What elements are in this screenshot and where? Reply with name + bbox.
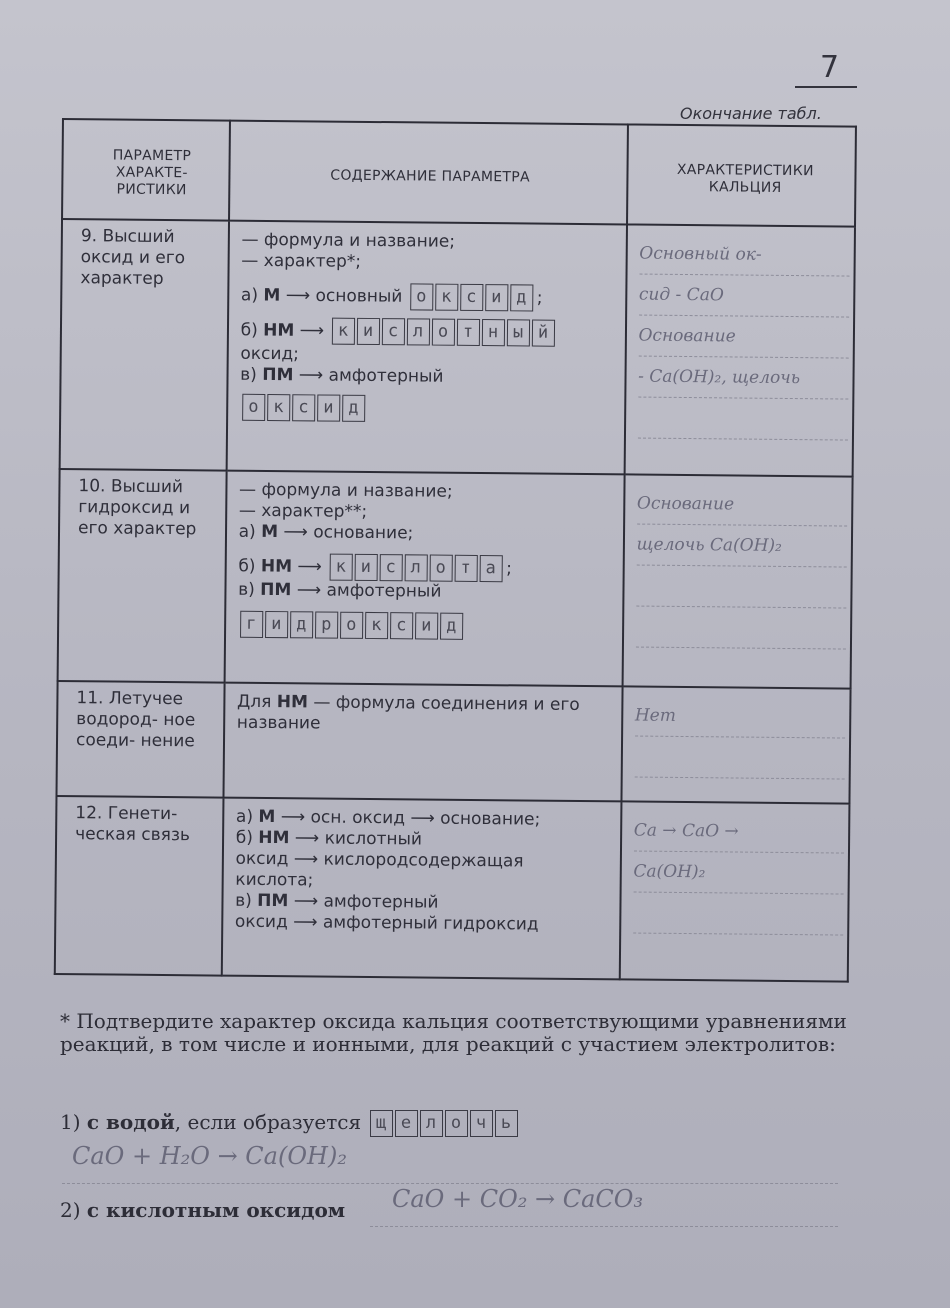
content-line: — формула и название; (239, 479, 453, 502)
letter-box[interactable]: а (479, 555, 502, 582)
letter-box[interactable]: к (329, 554, 352, 581)
letter-box[interactable]: т (454, 555, 477, 582)
question-1-bold: с водой (86, 1110, 175, 1134)
letter-box[interactable]: л (406, 318, 429, 345)
letter-box[interactable]: о (429, 555, 452, 582)
nonmetal-abbr: НМ (258, 827, 290, 849)
blank-answer-line (636, 566, 847, 609)
header-content: СОДЕРЖАНИЕ ПАРАМЕТРА (229, 121, 628, 225)
letter-box[interactable]: л (404, 554, 427, 581)
content-line-c: в) ПМ ⟶ амфотерный (235, 890, 439, 913)
page-number: 7 (820, 50, 840, 85)
letter-box[interactable]: с (381, 318, 404, 345)
transition-metal-abbr: ПМ (257, 890, 289, 912)
nonmetal-abbr: НМ (263, 320, 295, 341)
calcium-characteristics-table (54, 118, 857, 983)
content-line-c-boxes (240, 394, 616, 425)
blank-answer-line (633, 893, 844, 936)
content-line-a: а) М ⟶ осн. оксид ⟶ основание; (235, 806, 541, 830)
letter-box[interactable]: р (315, 611, 338, 638)
letter-box[interactable]: и (317, 394, 340, 421)
letter-box[interactable]: и (354, 554, 377, 581)
page-number-rule (795, 86, 857, 88)
content-line: кислота; (235, 869, 314, 891)
letter-box[interactable]: к (365, 612, 388, 639)
letter-box[interactable]: к (331, 318, 354, 345)
row-10-answer[interactable] (622, 474, 852, 688)
transition-metal-abbr: ПМ (262, 364, 294, 386)
handwritten-line: Ca(OH)₂ (633, 852, 844, 895)
nonmetal-abbr: НМ (276, 692, 309, 713)
content-line: оксид ⟶ кислородсодержащая (235, 848, 524, 872)
question-1: 1) с водой, если образуется щ е л о ч ь (60, 1110, 522, 1137)
content-line-a: а) М ⟶ основный о к с и д ; (241, 282, 617, 313)
content-line: — характер*; (241, 250, 362, 272)
letter-box[interactable]: с (292, 394, 315, 421)
content-line-c: в) ПМ ⟶ амфотерный (240, 364, 444, 387)
letter-box[interactable]: л (420, 1110, 443, 1137)
blank-answer-line (634, 737, 845, 780)
row-12-content (221, 798, 621, 980)
letter-box[interactable]: г (240, 611, 263, 638)
letter-box[interactable]: ч (470, 1110, 493, 1137)
letter-box[interactable]: к (435, 284, 458, 311)
header-calcium: ХАРАКТЕРИСТИКИ КАЛЬЦИЯ (627, 124, 856, 226)
answer-1: CaO + H₂O → Ca(OH)₂ (72, 1142, 347, 1170)
metal-abbr: М (261, 521, 279, 543)
transition-metal-abbr: ПМ (260, 579, 292, 601)
handwritten-line: Основание (637, 484, 848, 527)
letter-boxes[interactable] (242, 394, 367, 422)
content-line-b: б) НМ ⟶ к и с л о т а ; (238, 553, 614, 584)
letter-box[interactable]: к (267, 394, 290, 421)
row-11-answer[interactable] (621, 686, 850, 803)
letter-box[interactable]: о (431, 319, 454, 346)
table-row (58, 469, 853, 689)
content-line: — формула и название; (241, 229, 456, 252)
blank-answer-line (638, 398, 849, 441)
letter-box[interactable]: д (440, 613, 463, 640)
row-12-answer[interactable] (619, 801, 849, 981)
handwritten-line: Нет (635, 696, 846, 739)
header-parameter: ПАРАМЕТР ХАРАКТЕ- РИСТИКИ (62, 119, 230, 221)
table-continuation-caption: Окончание табл. (680, 104, 822, 123)
answer-line-2[interactable] (370, 1226, 838, 1227)
row-11-parameter: 11. Летучее водород- ное соеди- нение (56, 681, 224, 798)
content-line: оксид; (240, 343, 300, 365)
nonmetal-abbr: НМ (260, 556, 293, 577)
letter-box[interactable]: е (395, 1110, 418, 1137)
row-9-parameter: 9. Высший оксид и его характер (60, 219, 229, 471)
table-row (60, 219, 855, 477)
answer-2: CaO + CO₂ → CaCO₃ (392, 1185, 644, 1213)
answer-line-1[interactable] (62, 1183, 838, 1184)
letter-box[interactable]: и (265, 611, 288, 638)
letter-box[interactable]: й (531, 320, 554, 347)
content-line: оксид ⟶ амфотерный гидроксид (234, 911, 539, 935)
letter-box[interactable]: с (390, 612, 413, 639)
letter-box[interactable]: о (340, 612, 363, 639)
letter-box[interactable]: ь (495, 1110, 518, 1137)
content-line-c: в) ПМ ⟶ амфотерный (238, 579, 442, 602)
letter-box[interactable]: д (510, 284, 533, 311)
letter-box[interactable]: ы (506, 319, 529, 346)
handwritten-line: Ca → CaO → (634, 811, 845, 854)
handwritten-line: щелочь Ca(OH)₂ (636, 525, 847, 568)
letter-boxes[interactable] (370, 1110, 520, 1137)
handwritten-line: - Ca(OH)₂, щелочь (638, 357, 849, 400)
content-line-b: б) НМ ⟶ к и с л о т н ы й (240, 317, 616, 348)
question-2: 2) с кислотным оксидом (60, 1198, 346, 1222)
letter-boxes[interactable] (331, 318, 556, 347)
table-header-row (62, 119, 856, 227)
letter-boxes[interactable] (329, 554, 504, 583)
row-12-parameter: 12. Генети- ческая связь (55, 796, 223, 976)
handwritten-line: сид - CaO (639, 275, 850, 318)
handwritten-line: Основание (638, 316, 849, 359)
letter-box[interactable]: щ (370, 1110, 393, 1137)
letter-box[interactable]: о (410, 283, 433, 310)
letter-box[interactable]: д (342, 395, 365, 422)
letter-box[interactable]: и (356, 318, 379, 345)
letter-box[interactable]: с (460, 284, 483, 311)
letter-box[interactable]: и (485, 284, 508, 311)
letter-box[interactable]: т (456, 319, 479, 346)
metal-abbr: М (258, 806, 276, 828)
table-row (55, 796, 850, 982)
row-11-content: Для НМ — формула соединения и его название (223, 683, 622, 802)
content-line-c-boxes (238, 611, 614, 642)
metal-abbr: М (263, 285, 281, 306)
blank-answer-line (636, 607, 847, 650)
letter-box[interactable]: и (415, 612, 438, 639)
row-9-content (226, 221, 626, 475)
letter-boxes[interactable] (240, 611, 465, 640)
letter-box[interactable]: д (290, 611, 313, 638)
letter-box[interactable]: н (481, 319, 504, 346)
letter-box[interactable]: о (445, 1110, 468, 1137)
row-9-answer[interactable] (624, 224, 855, 476)
letter-boxes[interactable] (410, 283, 535, 311)
question-2-bold: с кислотным оксидом (86, 1198, 346, 1222)
content-line-a: а) М ⟶ основание; (238, 521, 414, 544)
row-10-parameter: 10. Высший гидроксид и его характер (58, 469, 227, 683)
content-line: — характер**; (238, 500, 368, 522)
row-10-content (224, 471, 624, 687)
footnote: * Подтвердите характер оксида кальция соответствующими уравнениями реакций, в том числе и ионными, для реакций с участием электролитов: (60, 1009, 847, 1056)
handwritten-line: Основный ок- (639, 234, 850, 277)
table-row (56, 681, 850, 804)
content-line-b: б) НМ ⟶ кислотный (235, 827, 423, 850)
letter-box[interactable]: с (379, 554, 402, 581)
letter-box[interactable]: о (242, 394, 265, 421)
